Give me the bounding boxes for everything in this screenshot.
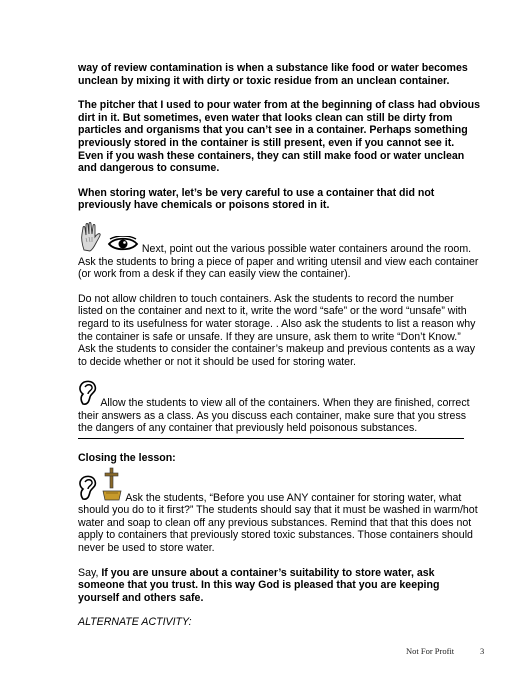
hand-icon — [78, 222, 104, 256]
paragraph-allow-view-text: Allow the students to view all of the containers. When they are finished, correct their answers as a class. As you discuss each container, make sure that you stress the dangers of any container that previously held poisonous substances. — [78, 397, 470, 435]
paragraph-ask-students-text: Ask the students, “Before you use ANY container for storing water, what should you do to it first?” The students should say that it must be washed in warm/hot water and soap to clean off any previous substances. Remind that that this does not apply to containers that previously stored toxic substances. Those containers should never be used to store water. — [78, 491, 478, 554]
cross-icon — [101, 467, 123, 505]
alternate-activity-heading: ALTERNATE ACTIVITY: — [78, 616, 192, 629]
paragraph-point-out — [78, 222, 480, 281]
paragraph-contamination: way of review contamination is when a substance like food or water becomes unclean by mixing it with dirty or toxic residue from an unclean container. — [78, 62, 468, 87]
say-prefix: Say, — [78, 566, 102, 579]
paragraph-ask-students — [78, 467, 480, 555]
paragraph-do-not-touch: Do not allow children to touch containers. Ask the students to record the number listed on the container and next to it, write the word “safe” or the word “unsafe” with regard to its usefulness for water storage. . Also ask the students to list a reason why the container is safe or unsafe. If they are unsure, ask them to write “Don’t Know.” Ask the students to consider the container’s makeup and previous contents as a way to decide whether or not it should be used for storing water. — [78, 292, 476, 368]
say-bold-text: If you are unsure about a container’s suitability to store water, ask someone that you trust. In this way God is pleased that you are keeping yourself and others safe. — [78, 566, 440, 604]
closing-heading: Closing the lesson: — [78, 452, 176, 464]
paragraph-storing-water: When storing water, let’s be very careful to use a container that did not previously have chemicals or poisons stored in it. — [78, 186, 435, 212]
page-number: 3 — [480, 646, 485, 656]
footer-note: Not For Profit — [406, 646, 455, 656]
eye-icon — [107, 236, 139, 256]
ear-icon — [78, 475, 98, 505]
paragraph-allow-view — [78, 380, 480, 435]
paragraph-pitcher: The pitcher that I used to pour water from at the beginning of class had obvious dirt in it. But sometimes, even water that looks clean can still be dirty from particles and organisms that you can’t see in a container. Perhaps something previously stored in the container is still present, even if you cannot see it. Even if you wash these containers, they can still make food or water unclean and dangerous to consume. — [78, 99, 481, 175]
document-body — [78, 62, 480, 435]
paragraph-say — [78, 567, 480, 605]
paragraph-point-out-text: Next, point out the various possible water containers around the room. Ask the students to bring a piece of paper and writing utensil and view each container (or work from a desk if they can easily view the container). — [78, 242, 479, 281]
section-divider — [78, 438, 464, 439]
ear-icon — [78, 380, 98, 410]
closing-section — [78, 452, 480, 629]
